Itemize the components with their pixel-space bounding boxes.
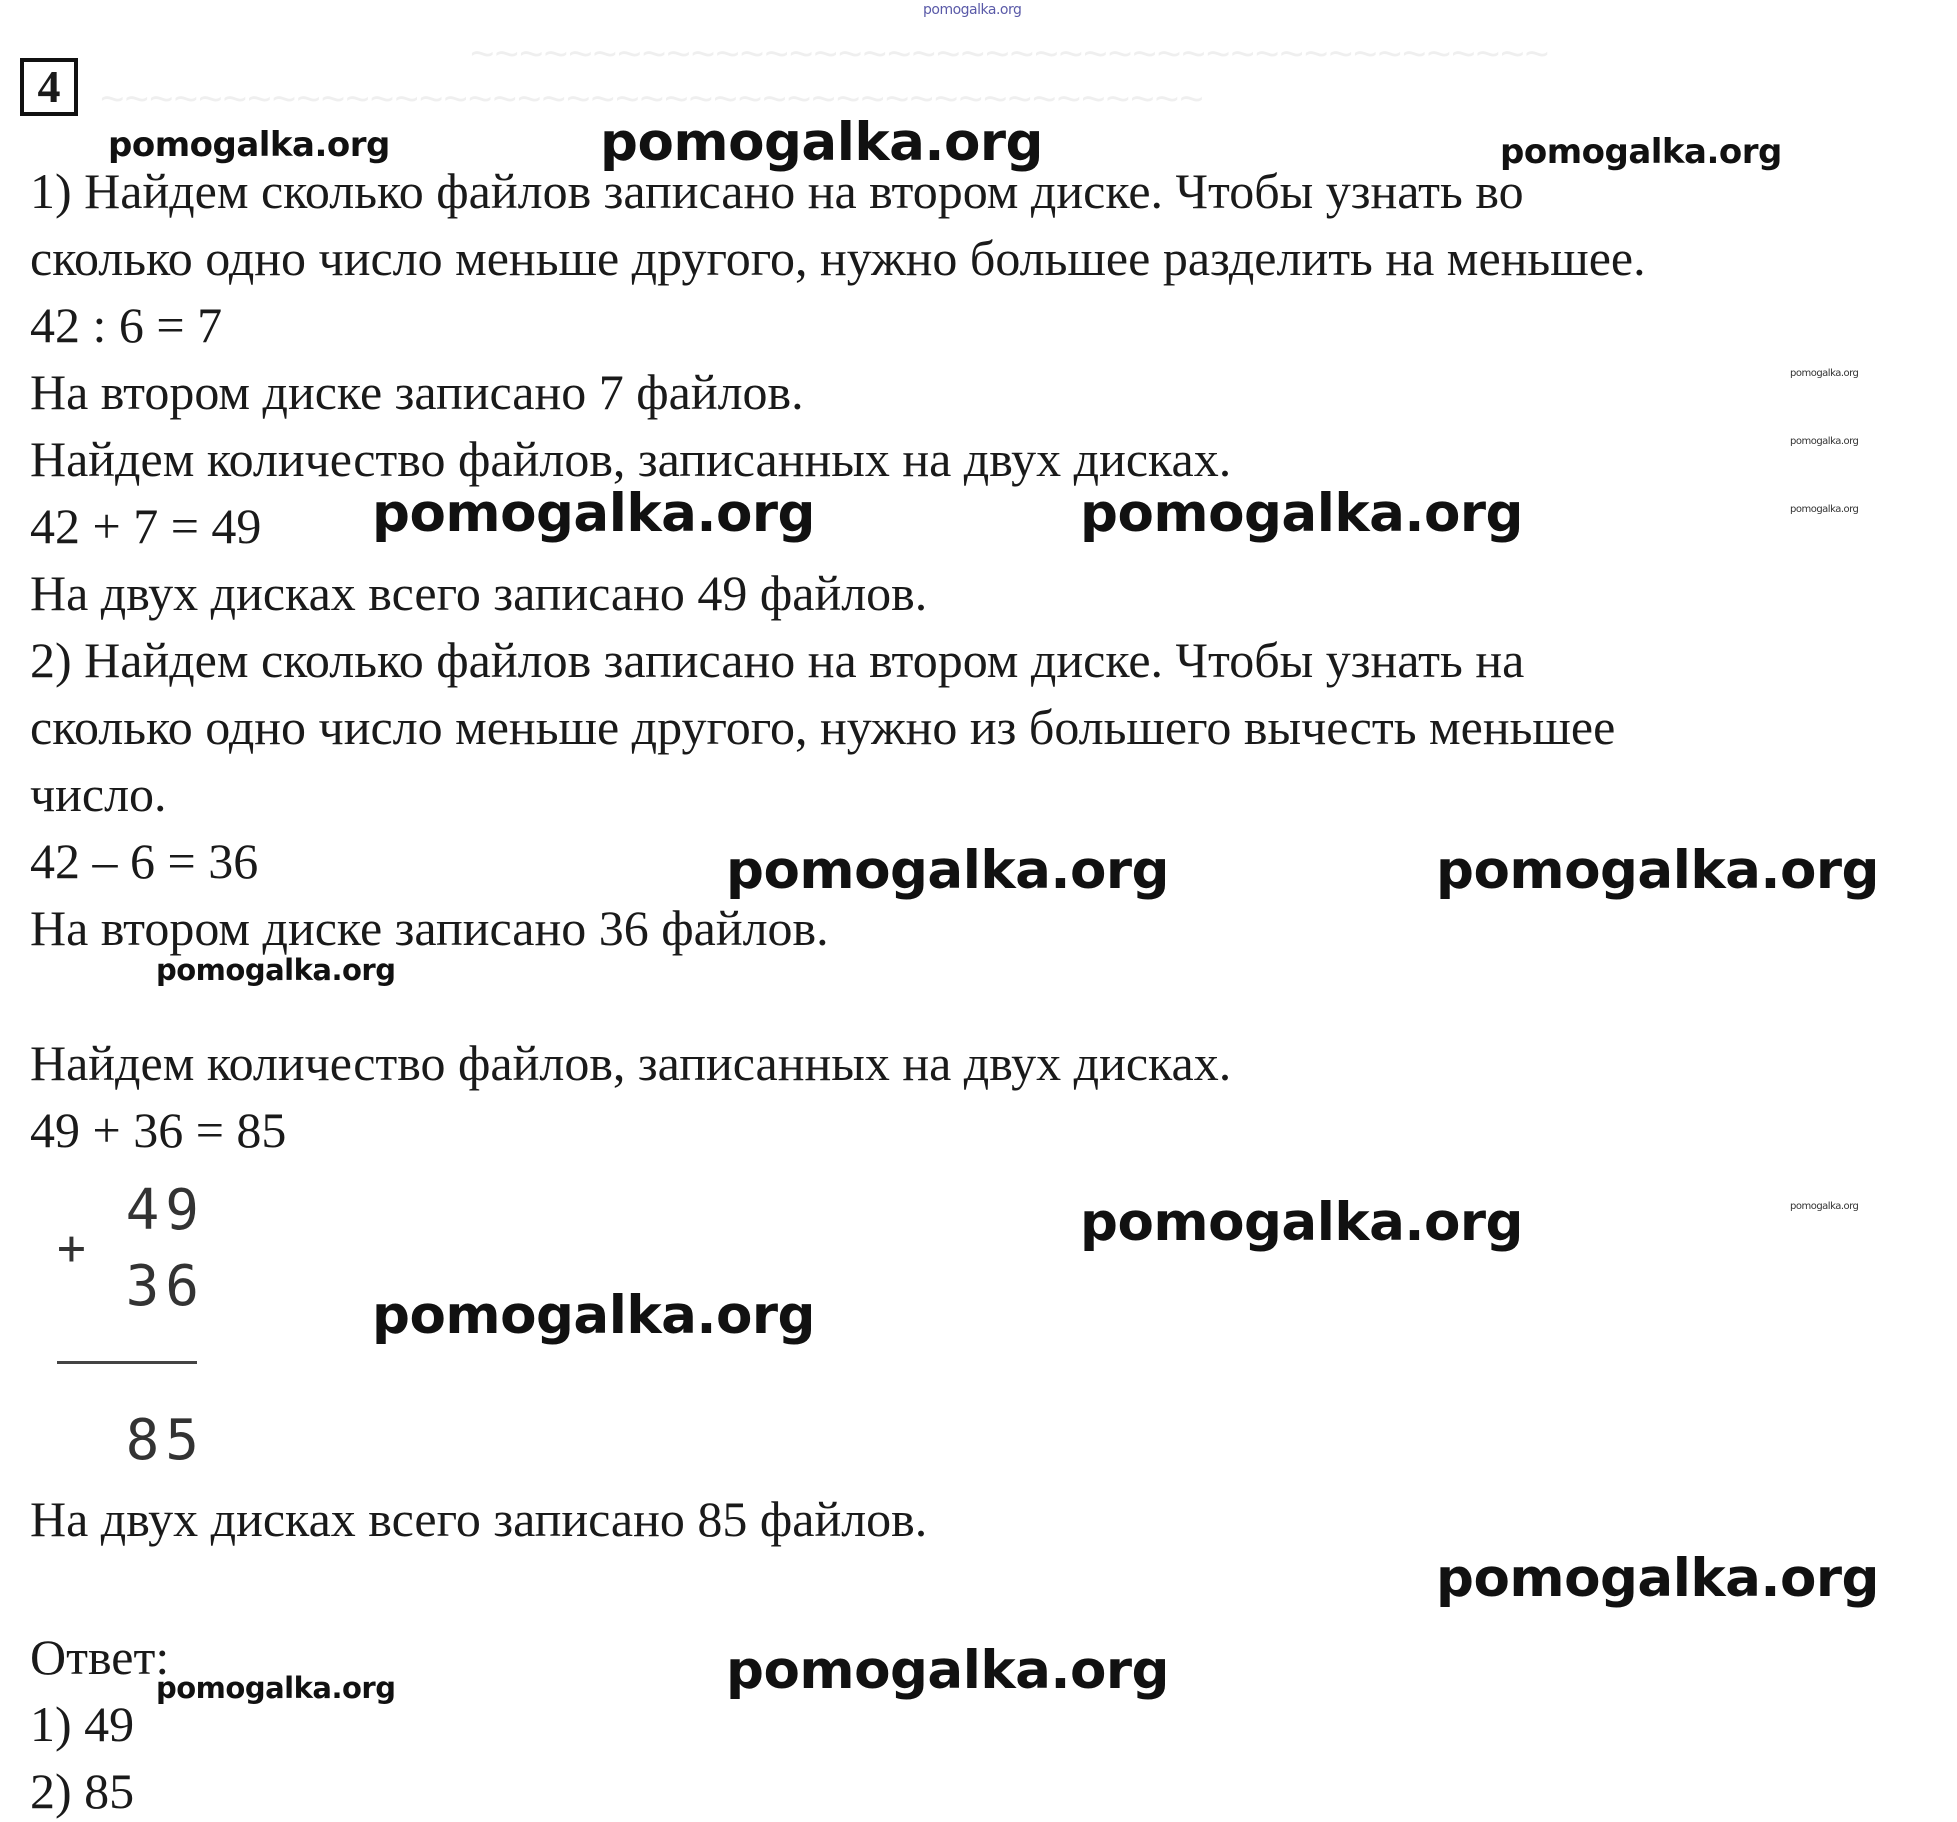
addend-bottom: 36 xyxy=(125,1254,205,1319)
solution-line-14: 49 + 36 = 85 xyxy=(30,1102,287,1158)
faded-scan-residue: ~~~~~~~~~~~~~~~~~~~~~~~~~~~~~~~~~~~~~~~~~~~~ xyxy=(470,30,1550,77)
watermark: pomogalka.org xyxy=(1080,483,1523,544)
watermark: pomogalka.org xyxy=(726,1640,1169,1701)
watermark: pomogalka.org xyxy=(1500,132,1782,172)
watermark: pomogalka.org xyxy=(156,1671,396,1705)
watermark: pomogalka.org xyxy=(726,840,1169,901)
watermark: pomogalka.org xyxy=(1790,368,1859,379)
task-number-box: 4 xyxy=(20,58,78,116)
solution-line-3: 42 : 6 = 7 xyxy=(30,297,223,353)
answer-item-1: 1) 49 xyxy=(30,1696,135,1752)
solution-line-13: Найдем количество файлов, записанных на двух дисках. xyxy=(30,1035,1232,1091)
faded-scan-residue: ~~~~~~~~~~~~~~~~~~~~~~~~~~~~~~~~~~~~~~~~~~~~~ xyxy=(100,75,1204,122)
solution-line-11: 42 – 6 = 36 xyxy=(30,833,259,889)
watermark: pomogalka.org xyxy=(1436,840,1879,901)
watermark: pomogalka.org xyxy=(372,1285,815,1346)
watermark: pomogalka.org xyxy=(1790,436,1859,447)
solution-line-1: 1) Найдем сколько файлов записано на втором диске. Чтобы узнать во xyxy=(30,163,1524,219)
watermark: pomogalka.org xyxy=(1790,1201,1859,1212)
watermark: pomogalka.org xyxy=(1436,1548,1879,1609)
watermark: pomogalka.org xyxy=(156,953,396,987)
answer-label: Ответ: xyxy=(30,1629,170,1685)
solution-line-6: 42 + 7 = 49 xyxy=(30,498,262,554)
column-addition xyxy=(55,1178,215,1478)
solution-line-10: число. xyxy=(30,766,167,822)
sum-underline xyxy=(57,1361,197,1364)
watermark: pomogalka.org xyxy=(600,112,1043,173)
solution-line-5: Найдем количество файлов, записанных на двух дисках. xyxy=(30,431,1232,487)
watermark: pomogalka.org xyxy=(1080,1192,1523,1253)
solution-line-15: На двух дисках всего записано 85 файлов. xyxy=(30,1491,928,1547)
plus-sign: + xyxy=(57,1220,86,1276)
solution-line-4: На втором диске записано 7 файлов. xyxy=(30,364,804,420)
addend-top: 49 xyxy=(125,1178,205,1243)
watermark: pomogalka.org xyxy=(1790,504,1859,515)
solution-line-7: На двух дисках всего записано 49 файлов. xyxy=(30,565,928,621)
answer-item-2: 2) 85 xyxy=(30,1763,135,1819)
header-watermark: pomogalka.org xyxy=(923,2,1022,18)
sum-result: 85 xyxy=(125,1408,205,1473)
solution-line-12: На втором диске записано 36 файлов. xyxy=(30,900,829,956)
watermark: pomogalka.org xyxy=(372,483,815,544)
solution-line-2: сколько одно число меньше другого, нужно большее разделить на меньшее. xyxy=(30,230,1646,286)
watermark: pomogalka.org xyxy=(108,125,390,165)
solution-line-9: сколько одно число меньше другого, нужно из большего вычесть меньшее xyxy=(30,699,1616,755)
solution-line-8: 2) Найдем сколько файлов записано на втором диске. Чтобы узнать на xyxy=(30,632,1525,688)
